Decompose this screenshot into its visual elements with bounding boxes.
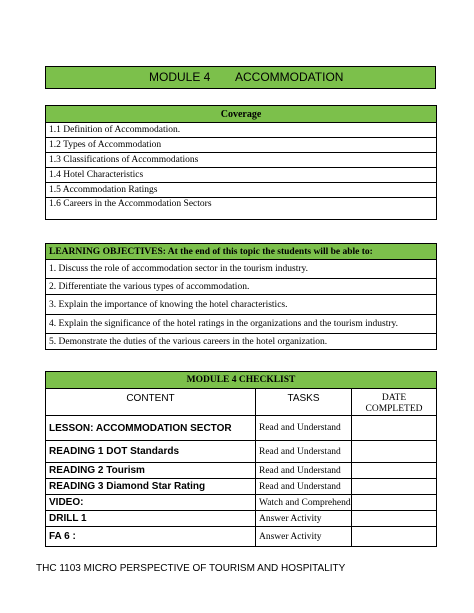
module-title-bar [45, 66, 436, 89]
module-name: ACCOMMODATION [235, 70, 344, 84]
checklist-date-cell[interactable] [352, 441, 437, 463]
objective-item: 5. Demonstrate the duties of the various careers in the hotel organization. [46, 334, 437, 350]
objectives-header: LEARNING OBJECTIVES: At the end of this topic the students will be able to: [46, 244, 437, 260]
coverage-item: 1.2 Types of Accommodation [46, 138, 437, 153]
checklist-task: Read and Understand [256, 479, 352, 495]
checklist-task: Read and Understand [256, 441, 352, 463]
checklist-date-cell[interactable] [352, 463, 437, 479]
checklist-task: Answer Activity [256, 527, 352, 547]
objective-item: 2. Differentiate the various types of accommodation. [46, 279, 437, 295]
checklist-date-cell[interactable] [352, 479, 437, 495]
objective-item: 1. Discuss the role of accommodation sector in the tourism industry. [46, 260, 437, 279]
checklist-content: VIDEO: [46, 495, 256, 511]
objective-item: 3. Explain the importance of knowing the hotel characteristics. [46, 295, 437, 315]
checklist-date-cell[interactable] [352, 511, 437, 527]
checklist-content: READING 2 Tourism [46, 463, 256, 479]
content-column-header: CONTENT [46, 389, 256, 416]
module-number: MODULE 4 [149, 70, 211, 84]
tasks-column-header: TASKS [256, 389, 352, 416]
checklist-content: FA 6 : [46, 527, 256, 547]
checklist-date-cell[interactable] [352, 416, 437, 441]
date-label: DATE [381, 393, 407, 403]
module-checklist-table [45, 371, 437, 547]
checklist-content: LESSON: ACCOMMODATION SECTOR [46, 416, 256, 441]
coverage-header: Coverage [46, 106, 437, 123]
checklist-content: DRILL 1 [46, 511, 256, 527]
page-footer: THC 1103 MICRO PERSPECTIVE OF TOURISM AND HOSPITALITY [36, 563, 346, 574]
checklist-task: Read and Understand [256, 416, 352, 441]
date-completed-column-header [352, 389, 437, 416]
coverage-item: 1.1 Definition of Accommodation. [46, 123, 437, 138]
checklist-content: READING 1 DOT Standards [46, 441, 256, 463]
learning-objectives-table [45, 243, 437, 350]
coverage-item: 1.4 Hotel Characteristics [46, 168, 437, 183]
objective-item: 4. Explain the significance of the hotel ratings in the organizations and the tourism industry. [46, 315, 437, 334]
checklist-date-cell[interactable] [352, 527, 437, 547]
checklist-task: Watch and Comprehend [256, 495, 352, 511]
checklist-task: Answer Activity [256, 511, 352, 527]
checklist-content: READING 3 Diamond Star Rating [46, 479, 256, 495]
checklist-task: Read and Understand [256, 463, 352, 479]
coverage-item: 1.5 Accommodation Ratings [46, 183, 437, 198]
coverage-table [45, 105, 437, 220]
coverage-item: 1.6 Careers in the Accommodation Sectors [46, 198, 437, 220]
checklist-date-cell[interactable] [352, 495, 437, 511]
coverage-item: 1.3 Classifications of Accommodations [46, 153, 437, 168]
checklist-header: MODULE 4 CHECKLIST [46, 372, 437, 389]
completed-label: COMPLETED [365, 404, 423, 414]
